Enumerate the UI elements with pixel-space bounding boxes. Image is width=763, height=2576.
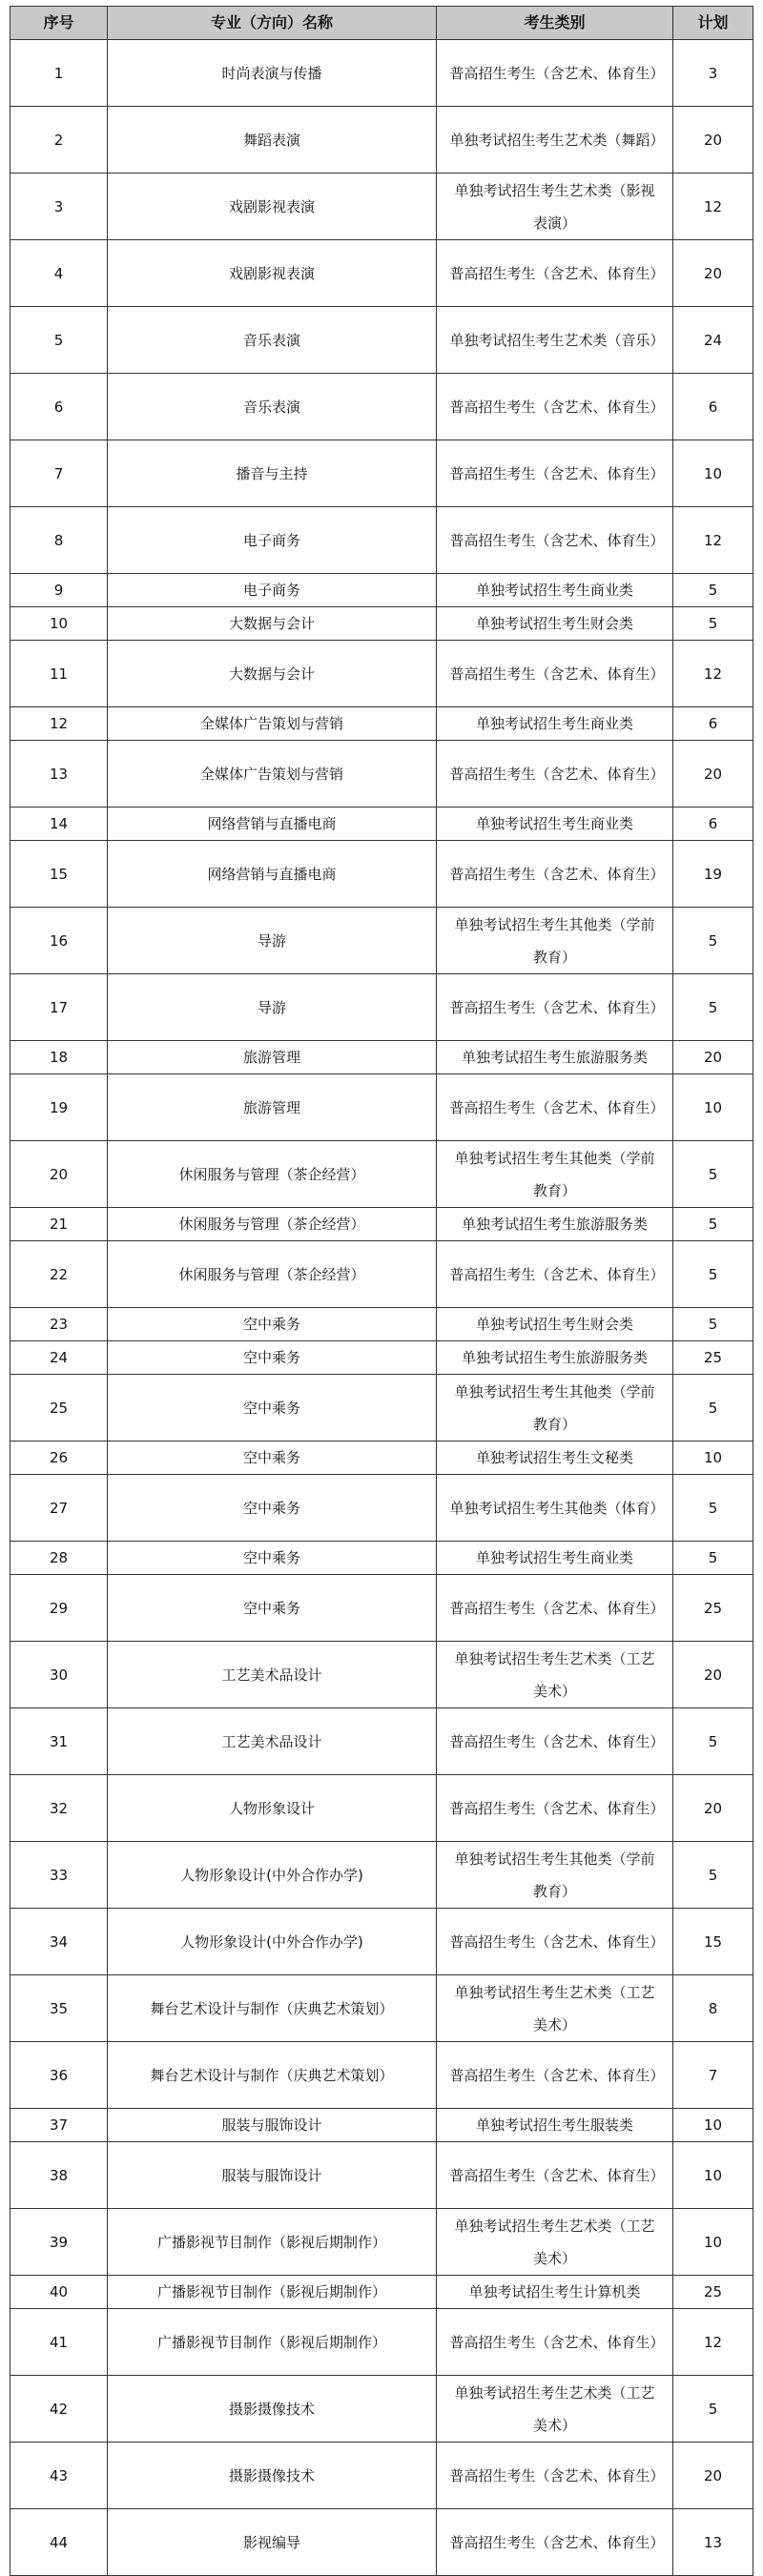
category-text: 单独考试招生考生艺术类（影视表演） xyxy=(454,181,655,232)
category-text: 单独考试招生考生其他类（学前教育） xyxy=(454,1382,655,1433)
cell-major: 网络营销与直播电商 xyxy=(108,808,437,841)
cell-plan: 5 xyxy=(673,908,753,974)
cell-category xyxy=(437,174,673,240)
cell-plan: 8 xyxy=(673,1975,753,2042)
cell-category xyxy=(437,974,673,1041)
cell-seq: 27 xyxy=(10,1475,108,1542)
cell-plan: 5 xyxy=(673,1708,753,1775)
cell-category xyxy=(437,2309,673,2376)
cell-major: 导游 xyxy=(108,974,437,1041)
cell-major: 网络营销与直播电商 xyxy=(108,841,437,908)
cell-major: 服装与服饰设计 xyxy=(108,2142,437,2209)
cell-seq: 39 xyxy=(10,2209,108,2276)
enrollment-plan-table xyxy=(10,6,753,2576)
cell-seq: 14 xyxy=(10,808,108,841)
cell-plan: 12 xyxy=(673,507,753,574)
cell-seq: 20 xyxy=(10,1141,108,1208)
cell-category xyxy=(437,40,673,107)
cell-major: 舞蹈表演 xyxy=(108,107,437,174)
category-text: 普高招生考生（含艺术、体育生） xyxy=(449,2533,665,2551)
table-row xyxy=(10,1475,753,1542)
table-row xyxy=(10,607,753,641)
table-row xyxy=(10,1341,753,1375)
table-row xyxy=(10,2509,753,2576)
cell-seq: 37 xyxy=(10,2109,108,2142)
cell-seq: 11 xyxy=(10,641,108,707)
cell-plan: 20 xyxy=(673,1642,753,1708)
cell-seq: 9 xyxy=(10,574,108,607)
cell-seq: 24 xyxy=(10,1341,108,1375)
category-text: 普高招生考生（含艺术、体育生） xyxy=(449,2466,665,2484)
cell-seq: 36 xyxy=(10,2042,108,2109)
category-text: 普高招生考生（含艺术、体育生） xyxy=(449,765,665,783)
category-text: 单独考试招生考生其他类（学前教育） xyxy=(454,915,655,966)
cell-category xyxy=(437,1708,673,1775)
category-text: 单独考试招生考生服装类 xyxy=(475,2116,633,2134)
cell-major: 摄影摄像技术 xyxy=(108,2443,437,2509)
table-row xyxy=(10,1542,753,1575)
cell-seq: 25 xyxy=(10,1375,108,1441)
cell-plan: 5 xyxy=(673,1141,753,1208)
category-text: 普高招生考生（含艺术、体育生） xyxy=(449,1265,665,1283)
cell-major: 音乐表演 xyxy=(108,307,437,374)
cell-major: 时尚表演与传播 xyxy=(108,40,437,107)
cell-category xyxy=(437,1441,673,1475)
cell-major: 摄影摄像技术 xyxy=(108,2376,437,2443)
cell-category xyxy=(437,1542,673,1575)
category-text: 单独考试招生考生其他类（体育） xyxy=(449,1499,665,1517)
cell-major: 舞台艺术设计与制作（庆典艺术策划） xyxy=(108,2042,437,2109)
table-row xyxy=(10,40,753,107)
cell-category xyxy=(437,2142,673,2209)
cell-major: 人物形象设计 xyxy=(108,1775,437,1842)
cell-seq: 30 xyxy=(10,1642,108,1708)
table-row xyxy=(10,2376,753,2443)
cell-major: 休闲服务与管理（茶企经营） xyxy=(108,1141,437,1208)
cell-major: 空中乘务 xyxy=(108,1308,437,1341)
cell-major: 大数据与会计 xyxy=(108,641,437,707)
cell-major: 全媒体广告策划与营销 xyxy=(108,741,437,808)
category-text: 单独考试招生考生财会类 xyxy=(475,615,633,632)
cell-seq: 29 xyxy=(10,1575,108,1642)
cell-seq: 17 xyxy=(10,974,108,1041)
category-text: 单独考试招生考生计算机类 xyxy=(468,2283,641,2300)
cell-plan: 5 xyxy=(673,1208,753,1241)
cell-major: 空中乘务 xyxy=(108,1542,437,1575)
cell-plan: 25 xyxy=(673,2276,753,2309)
cell-plan: 20 xyxy=(673,1041,753,1074)
cell-plan: 10 xyxy=(673,1074,753,1141)
table-row xyxy=(10,2309,753,2376)
cell-seq: 5 xyxy=(10,307,108,374)
cell-plan: 24 xyxy=(673,307,753,374)
cell-category xyxy=(437,1575,673,1642)
cell-plan: 5 xyxy=(673,607,753,641)
header-plan: 计划 xyxy=(673,7,753,40)
cell-seq: 6 xyxy=(10,374,108,440)
cell-category xyxy=(437,2376,673,2443)
cell-plan: 10 xyxy=(673,2142,753,2209)
cell-major: 影视编导 xyxy=(108,2509,437,2576)
cell-major: 旅游管理 xyxy=(108,1074,437,1141)
category-text: 单独考试招生考生商业类 xyxy=(475,582,633,599)
category-text: 单独考试招生考生艺术类（音乐） xyxy=(449,331,665,349)
category-text: 普高招生考生（含艺术、体育生） xyxy=(449,531,665,549)
cell-category xyxy=(437,2042,673,2109)
cell-seq: 7 xyxy=(10,440,108,507)
cell-category xyxy=(437,2443,673,2509)
category-text: 普高招生考生（含艺术、体育生） xyxy=(449,2166,665,2184)
cell-category xyxy=(437,707,673,741)
cell-seq: 26 xyxy=(10,1441,108,1475)
cell-major: 人物形象设计(中外合作办学) xyxy=(108,1842,437,1909)
category-text: 单独考试招生考生旅游服务类 xyxy=(461,1049,648,1066)
cell-plan: 12 xyxy=(673,2309,753,2376)
cell-plan: 20 xyxy=(673,1775,753,1842)
table-row xyxy=(10,1775,753,1842)
category-text: 普高招生考生（含艺术、体育生） xyxy=(449,998,665,1016)
cell-plan: 12 xyxy=(673,174,753,240)
cell-seq: 18 xyxy=(10,1041,108,1074)
category-text: 单独考试招生考生商业类 xyxy=(475,1549,633,1566)
cell-seq: 31 xyxy=(10,1708,108,1775)
table-body xyxy=(10,40,753,2576)
table-row xyxy=(10,1909,753,1975)
cell-plan: 7 xyxy=(673,2042,753,2109)
cell-seq: 43 xyxy=(10,2443,108,2509)
table-row xyxy=(10,1241,753,1308)
cell-seq: 33 xyxy=(10,1842,108,1909)
cell-major: 戏剧影视表演 xyxy=(108,240,437,307)
category-text: 普高招生考生（含艺术、体育生） xyxy=(449,1098,665,1116)
table-row xyxy=(10,1208,753,1241)
cell-seq: 15 xyxy=(10,841,108,908)
cell-seq: 38 xyxy=(10,2142,108,2209)
cell-major: 空中乘务 xyxy=(108,1341,437,1375)
cell-major: 广播影视节目制作（影视后期制作） xyxy=(108,2276,437,2309)
category-text: 单独考试招生考生艺术类（工艺美术） xyxy=(454,1983,655,2034)
cell-seq: 10 xyxy=(10,607,108,641)
cell-category xyxy=(437,841,673,908)
cell-plan: 3 xyxy=(673,40,753,107)
cell-category xyxy=(437,1208,673,1241)
cell-plan: 25 xyxy=(673,1575,753,1642)
cell-major: 播音与主持 xyxy=(108,440,437,507)
cell-seq: 3 xyxy=(10,174,108,240)
cell-plan: 12 xyxy=(673,641,753,707)
table-row xyxy=(10,1642,753,1708)
cell-major: 广播影视节目制作（影视后期制作） xyxy=(108,2209,437,2276)
cell-seq: 4 xyxy=(10,240,108,307)
category-text: 普高招生考生（含艺术、体育生） xyxy=(449,64,665,82)
cell-plan: 5 xyxy=(673,1308,753,1341)
table-row xyxy=(10,808,753,841)
table-row xyxy=(10,1575,753,1642)
header-seq: 序号 xyxy=(10,7,108,40)
cell-plan: 5 xyxy=(673,1842,753,1909)
cell-major: 电子商务 xyxy=(108,574,437,607)
cell-plan: 5 xyxy=(673,574,753,607)
cell-seq: 32 xyxy=(10,1775,108,1842)
table-row xyxy=(10,908,753,974)
category-text: 单独考试招生考生财会类 xyxy=(475,1316,633,1333)
cell-plan: 20 xyxy=(673,741,753,808)
cell-category xyxy=(437,741,673,808)
cell-plan: 15 xyxy=(673,1909,753,1975)
table-row xyxy=(10,641,753,707)
table-row xyxy=(10,1708,753,1775)
cell-seq: 34 xyxy=(10,1909,108,1975)
cell-plan: 5 xyxy=(673,2376,753,2443)
table-row xyxy=(10,1441,753,1475)
cell-major: 服装与服饰设计 xyxy=(108,2109,437,2142)
table-row xyxy=(10,1375,753,1441)
cell-category xyxy=(437,1642,673,1708)
category-text: 普高招生考生（含艺术、体育生） xyxy=(449,664,665,683)
category-text: 单独考试招生考生艺术类（工艺美术） xyxy=(454,2383,655,2434)
table-row xyxy=(10,707,753,741)
cell-category xyxy=(437,374,673,440)
cell-seq: 13 xyxy=(10,741,108,808)
cell-category xyxy=(437,1375,673,1441)
table-row xyxy=(10,974,753,1041)
category-text: 单独考试招生考生艺术类（工艺美术） xyxy=(454,1649,655,1700)
cell-category xyxy=(437,2276,673,2309)
table-row xyxy=(10,174,753,240)
cell-major: 休闲服务与管理（茶企经营） xyxy=(108,1208,437,1241)
cell-category xyxy=(437,1074,673,1141)
cell-seq: 22 xyxy=(10,1241,108,1308)
table-row xyxy=(10,1308,753,1341)
cell-plan: 10 xyxy=(673,2109,753,2142)
cell-category xyxy=(437,2509,673,2576)
cell-major: 舞台艺术设计与制作（庆典艺术策划） xyxy=(108,1975,437,2042)
cell-plan: 5 xyxy=(673,1475,753,1542)
table-row xyxy=(10,507,753,574)
category-text: 普高招生考生（含艺术、体育生） xyxy=(449,1799,665,1817)
cell-plan: 6 xyxy=(673,808,753,841)
cell-seq: 28 xyxy=(10,1542,108,1575)
cell-major: 空中乘务 xyxy=(108,1375,437,1441)
table-row xyxy=(10,741,753,808)
cell-category xyxy=(437,1842,673,1909)
cell-seq: 23 xyxy=(10,1308,108,1341)
cell-seq: 16 xyxy=(10,908,108,974)
category-text: 普高招生考生（含艺术、体育生） xyxy=(449,1932,665,1951)
cell-category xyxy=(437,641,673,707)
cell-major: 空中乘务 xyxy=(108,1475,437,1542)
cell-plan: 20 xyxy=(673,240,753,307)
table-row xyxy=(10,841,753,908)
cell-category xyxy=(437,574,673,607)
table-row xyxy=(10,107,753,174)
category-text: 普高招生考生（含艺术、体育生） xyxy=(449,1599,665,1617)
cell-category xyxy=(437,2209,673,2276)
cell-plan: 6 xyxy=(673,374,753,440)
table-row xyxy=(10,1041,753,1074)
cell-plan: 19 xyxy=(673,841,753,908)
table-row xyxy=(10,440,753,507)
cell-major: 音乐表演 xyxy=(108,374,437,440)
table-row xyxy=(10,2209,753,2276)
table-row xyxy=(10,574,753,607)
cell-major: 空中乘务 xyxy=(108,1575,437,1642)
cell-major: 导游 xyxy=(108,908,437,974)
table-row xyxy=(10,1842,753,1909)
cell-category xyxy=(437,908,673,974)
cell-category xyxy=(437,1141,673,1208)
cell-category xyxy=(437,1475,673,1542)
category-text: 单独考试招生考生旅游服务类 xyxy=(461,1349,648,1366)
header-category: 考生类别 xyxy=(437,7,673,40)
cell-major: 休闲服务与管理（茶企经营） xyxy=(108,1241,437,1308)
table-row xyxy=(10,2142,753,2209)
cell-major: 人物形象设计(中外合作办学) xyxy=(108,1909,437,1975)
cell-major: 空中乘务 xyxy=(108,1441,437,1475)
cell-major: 全媒体广告策划与营销 xyxy=(108,707,437,741)
category-text: 普高招生考生（含艺术、体育生） xyxy=(449,2333,665,2351)
cell-plan: 10 xyxy=(673,1441,753,1475)
cell-major: 旅游管理 xyxy=(108,1041,437,1074)
table-row xyxy=(10,307,753,374)
cell-category xyxy=(437,307,673,374)
cell-category xyxy=(437,1775,673,1842)
cell-plan: 5 xyxy=(673,1542,753,1575)
cell-plan: 10 xyxy=(673,440,753,507)
cell-major: 广播影视节目制作（影视后期制作） xyxy=(108,2309,437,2376)
cell-category xyxy=(437,808,673,841)
header-major: 专业（方向）名称 xyxy=(108,7,437,40)
cell-seq: 40 xyxy=(10,2276,108,2309)
category-text: 普高招生考生（含艺术、体育生） xyxy=(449,264,665,282)
cell-major: 大数据与会计 xyxy=(108,607,437,641)
table-row xyxy=(10,1975,753,2042)
table-row xyxy=(10,374,753,440)
cell-plan: 6 xyxy=(673,707,753,741)
table-row xyxy=(10,1074,753,1141)
cell-major: 工艺美术品设计 xyxy=(108,1642,437,1708)
cell-plan: 20 xyxy=(673,107,753,174)
cell-category xyxy=(437,1308,673,1341)
category-text: 普高招生考生（含艺术、体育生） xyxy=(449,464,665,482)
category-text: 单独考试招生考生其他类（学前教育） xyxy=(454,1149,655,1199)
category-text: 普高招生考生（含艺术、体育生） xyxy=(449,865,665,883)
cell-seq: 8 xyxy=(10,507,108,574)
table-row xyxy=(10,2443,753,2509)
category-text: 单独考试招生考生商业类 xyxy=(475,715,633,732)
table-row xyxy=(10,2042,753,2109)
category-text: 普高招生考生（含艺术、体育生） xyxy=(449,1732,665,1750)
cell-category xyxy=(437,1041,673,1074)
cell-plan: 20 xyxy=(673,2443,753,2509)
cell-plan: 5 xyxy=(673,1375,753,1441)
table-row xyxy=(10,1141,753,1208)
cell-category xyxy=(437,507,673,574)
cell-seq: 44 xyxy=(10,2509,108,2576)
category-text: 单独考试招生考生其他类（学前教育） xyxy=(454,1850,655,1900)
cell-plan: 5 xyxy=(673,974,753,1041)
cell-seq: 42 xyxy=(10,2376,108,2443)
cell-plan: 5 xyxy=(673,1241,753,1308)
cell-major: 戏剧影视表演 xyxy=(108,174,437,240)
cell-category xyxy=(437,2109,673,2142)
category-text: 单独考试招生考生旅游服务类 xyxy=(461,1216,648,1233)
cell-plan: 10 xyxy=(673,2209,753,2276)
cell-category xyxy=(437,107,673,174)
cell-category xyxy=(437,240,673,307)
category-text: 普高招生考生（含艺术、体育生） xyxy=(449,2066,665,2084)
cell-plan: 13 xyxy=(673,2509,753,2576)
category-text: 单独考试招生考生艺术类（工艺美术） xyxy=(454,2217,655,2267)
cell-seq: 35 xyxy=(10,1975,108,2042)
table-row xyxy=(10,2109,753,2142)
cell-category xyxy=(437,1241,673,1308)
cell-category xyxy=(437,440,673,507)
cell-plan: 25 xyxy=(673,1341,753,1375)
category-text: 普高招生考生（含艺术、体育生） xyxy=(449,398,665,416)
cell-seq: 1 xyxy=(10,40,108,107)
cell-category xyxy=(437,607,673,641)
cell-seq: 41 xyxy=(10,2309,108,2376)
cell-seq: 12 xyxy=(10,707,108,741)
table-header-row xyxy=(10,7,753,40)
category-text: 单独考试招生考生文秘类 xyxy=(475,1449,633,1466)
table-row xyxy=(10,240,753,307)
category-text: 单独考试招生考生艺术类（舞蹈） xyxy=(449,131,665,149)
table-row xyxy=(10,2276,753,2309)
cell-major: 电子商务 xyxy=(108,507,437,574)
cell-category xyxy=(437,1909,673,1975)
cell-seq: 21 xyxy=(10,1208,108,1241)
cell-category xyxy=(437,1975,673,2042)
cell-seq: 19 xyxy=(10,1074,108,1141)
category-text: 单独考试招生考生商业类 xyxy=(475,815,633,832)
cell-seq: 2 xyxy=(10,107,108,174)
cell-major: 工艺美术品设计 xyxy=(108,1708,437,1775)
cell-category xyxy=(437,1341,673,1375)
